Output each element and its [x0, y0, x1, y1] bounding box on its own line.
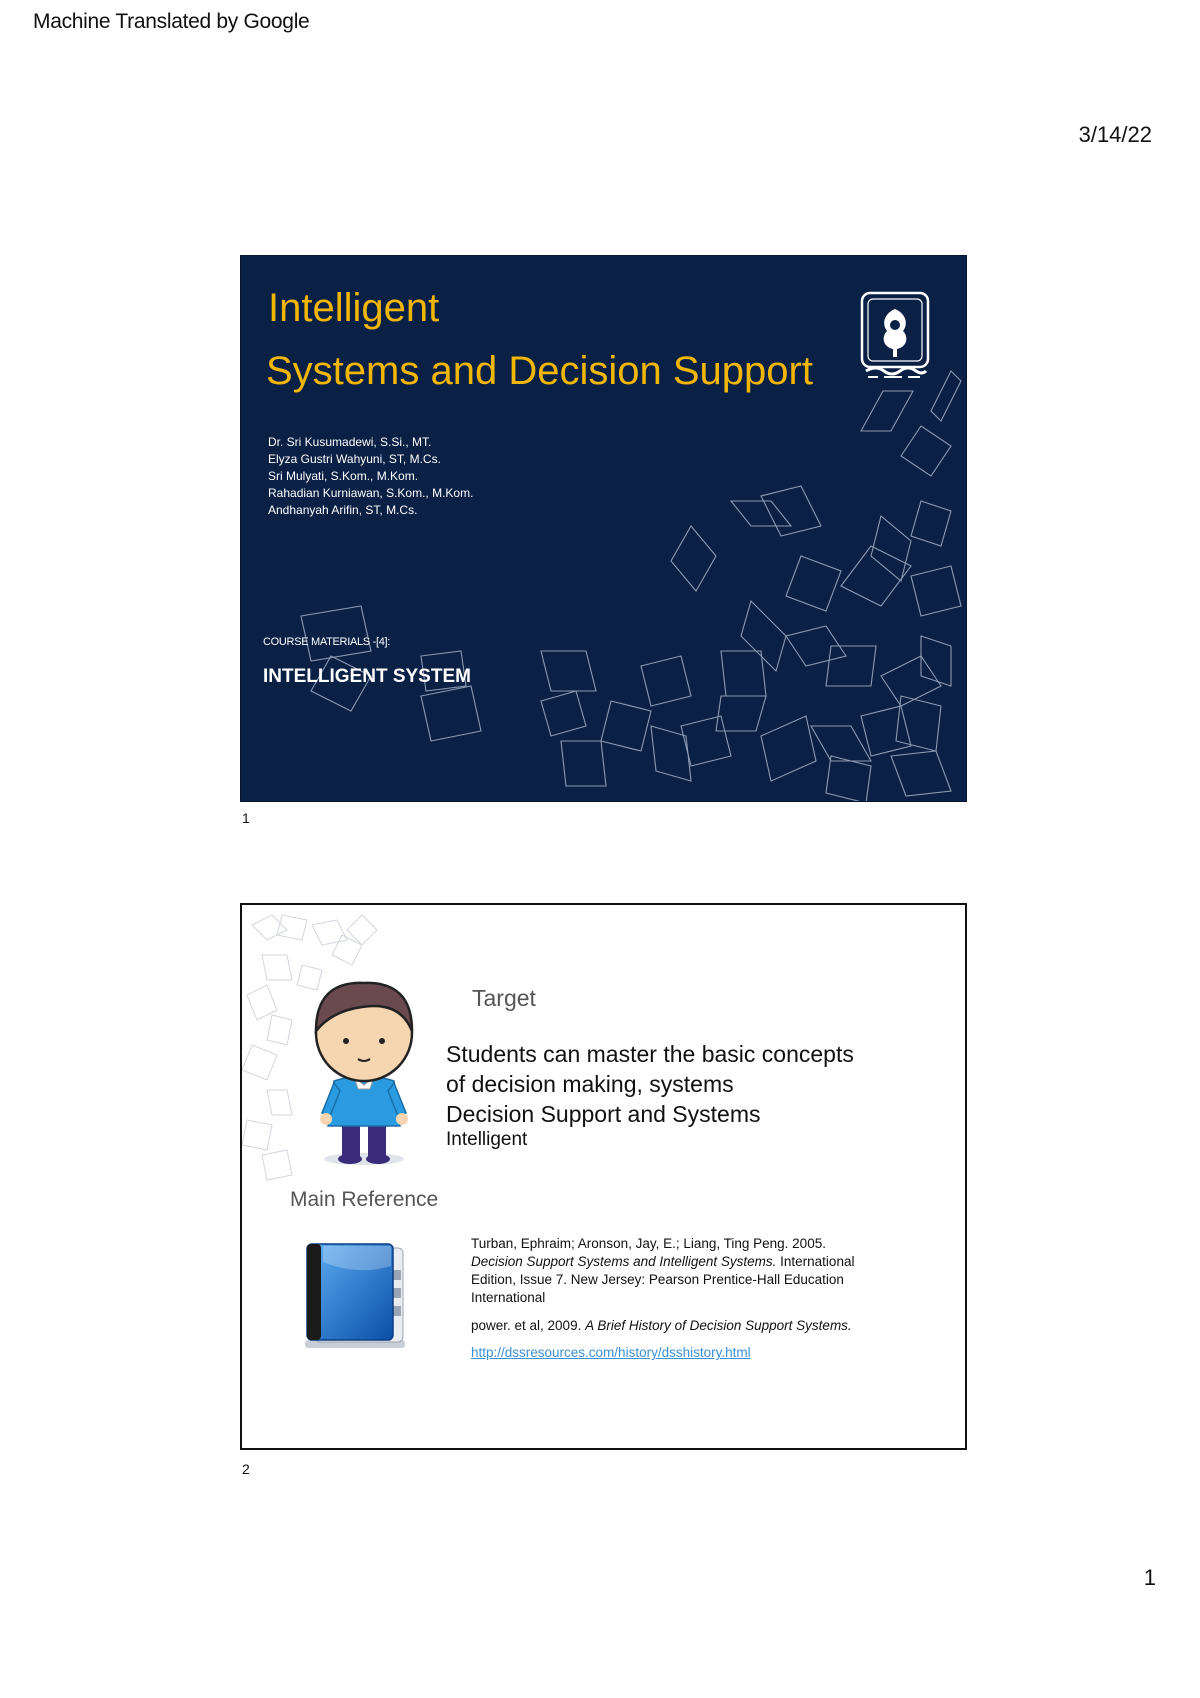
author-name: Andhanyah Arifin, ST, M.Cs.: [268, 503, 418, 517]
author-name: Dr. Sri Kusumadewi, S.Si., MT.: [268, 435, 432, 449]
author-name: Rahadian Kurniawan, S.Kom., M.Kom.: [268, 486, 474, 500]
objective-line: Intelligent: [446, 1129, 528, 1150]
reference-entry: [471, 1235, 911, 1307]
slide-2: [240, 903, 967, 1450]
reference-authors: Turban, Ephraim; Aronson, Jay, E.; Liang, Ting Peng. 2005.: [471, 1236, 826, 1251]
author-name: Elyza Gustri Wahyuni, ST, M.Cs.: [268, 452, 441, 466]
slide-number: 1: [242, 810, 250, 826]
reference-link[interactable]: http://dssresources.com/history/dsshistory.html: [471, 1345, 751, 1360]
book-icon: [297, 1240, 412, 1355]
slide-number: 2: [242, 1461, 250, 1477]
reference-details: International: [776, 1254, 855, 1269]
course-title: INTELLIGENT SYSTEM: [263, 666, 471, 687]
page-number: 1: [1143, 1565, 1156, 1590]
objective-line: Decision Support and Systems: [446, 1101, 761, 1127]
university-seal-icon: [858, 291, 932, 383]
reference-authors: power. et al, 2009.: [471, 1318, 582, 1333]
reference-title: A Brief History of Decision Support Systems.: [585, 1318, 852, 1333]
slide-title-line1: Intelligent: [268, 286, 440, 330]
slide-1: [240, 255, 967, 802]
author-list: [268, 434, 473, 519]
translation-notice: Machine Translated by Google: [33, 10, 310, 33]
reference-entry: [471, 1318, 852, 1333]
learning-objective: [446, 1039, 854, 1151]
objective-line: of decision making, systems: [446, 1071, 734, 1097]
page-date: 3/14/22: [1078, 122, 1152, 147]
course-label: COURSE MATERIALS -[4]:: [263, 636, 391, 648]
target-heading: Target: [472, 985, 536, 1011]
student-avatar-icon: [304, 971, 424, 1171]
objective-line: Students can master the basic concepts: [446, 1041, 854, 1067]
reference-details: Edition, Issue 7. New Jersey: Pearson Prentice-Hall Education: [471, 1272, 844, 1287]
reference-title: Decision Support Systems and Intelligent Systems.: [471, 1254, 777, 1269]
reference-heading: Main Reference: [290, 1188, 439, 1211]
slide-title-line2: Systems and Decision Support: [266, 349, 813, 393]
author-name: Sri Mulyati, S.Kom., M.Kom.: [268, 469, 419, 483]
reference-details: International: [471, 1290, 546, 1305]
